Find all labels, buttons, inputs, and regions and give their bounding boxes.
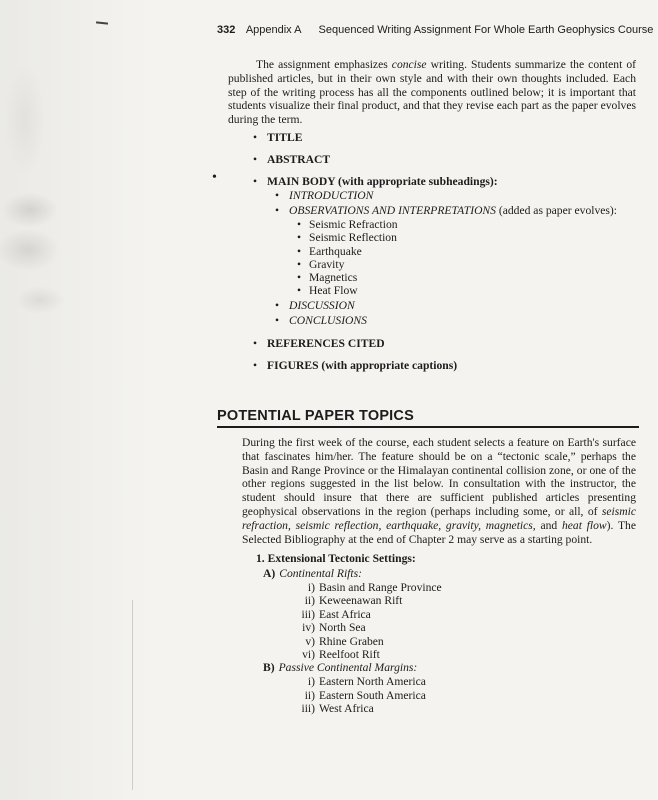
region-name: East Africa bbox=[319, 607, 371, 621]
category-items bbox=[263, 581, 636, 661]
region-number: i) bbox=[307, 581, 315, 594]
topic-region bbox=[293, 675, 636, 688]
observation-item: • Magnetics bbox=[297, 271, 643, 284]
outline-item-references bbox=[253, 337, 643, 350]
region-number: ii) bbox=[304, 594, 315, 608]
section-label: INTRODUCTION bbox=[289, 189, 374, 202]
outline-item-figures bbox=[253, 359, 643, 372]
topics-paragraph bbox=[242, 436, 636, 546]
region-number: ii) bbox=[304, 688, 315, 702]
outline-label: TITLE bbox=[267, 131, 303, 144]
section-observations bbox=[275, 203, 643, 298]
outline-label: ABSTRACT bbox=[267, 153, 331, 166]
observation-item: • Gravity bbox=[297, 258, 643, 271]
topic-region bbox=[293, 608, 636, 621]
scan-shadow bbox=[0, 0, 150, 800]
section-label: CONCLUSIONS bbox=[289, 313, 367, 327]
topic-region bbox=[293, 581, 636, 594]
outline-label: MAIN BODY (with appropriate subheadings): bbox=[267, 175, 498, 188]
region-name: Eastern South America bbox=[319, 688, 426, 702]
outline-item-main-body bbox=[253, 175, 643, 328]
intro-emphasis: concise bbox=[391, 58, 427, 71]
observation-item: • Seismic Refraction bbox=[297, 218, 643, 231]
region-number: iv) bbox=[302, 621, 315, 635]
outline-item-title bbox=[253, 131, 643, 144]
topics-emphasis-2: heat flow bbox=[561, 518, 607, 532]
category-title: Passive Continental Margins: bbox=[278, 661, 418, 675]
region-name: Keweenawan Rift bbox=[319, 594, 403, 608]
main-body-sections bbox=[267, 188, 643, 328]
observation-list bbox=[289, 218, 643, 298]
topic-region bbox=[293, 648, 636, 661]
region-number: vi) bbox=[302, 648, 315, 662]
category-title: Continental Rifts: bbox=[279, 567, 362, 580]
section-label: OBSERVATIONS AND INTERPRETATIONS bbox=[289, 204, 496, 217]
category-label: A) bbox=[263, 567, 276, 580]
region-name: North Sea bbox=[319, 621, 366, 635]
region-name: Eastern North America bbox=[319, 675, 426, 689]
page-number: 332 bbox=[217, 24, 236, 36]
category-items bbox=[263, 675, 636, 715]
topics-text-a: During the first week of the course, each student selects a feature on Earth's surface that fascinates him/her. The feature should be on a “tectonic scale,” perhaps the Basin and Range Province or the Himalayan continental collision zone, or one of the other regions suggested in the list below. In consultation with the instructor, the student should insure that there are sufficient published articles presenting geophysical observations in the region (perhaps including some, or all, of bbox=[242, 436, 636, 518]
intro-paragraph bbox=[228, 58, 636, 127]
section-label: DISCUSSION bbox=[289, 298, 355, 312]
intro-text-1: The assignment emphasizes bbox=[256, 58, 392, 71]
topic-category bbox=[263, 661, 636, 715]
topics-emphasis-1: seismic refraction, seismic reflection, earthquake, gravity, magnetics, bbox=[242, 504, 636, 532]
topic-list bbox=[256, 552, 636, 716]
observation-item: • Earthquake bbox=[297, 245, 643, 258]
topic-region bbox=[293, 635, 636, 648]
region-name: Basin and Range Province bbox=[319, 581, 442, 594]
observation-item: • Heat Flow bbox=[297, 284, 643, 297]
stray-bullet-mark: • bbox=[212, 170, 217, 185]
region-name: Rhine Graben bbox=[319, 634, 384, 648]
topic-categories bbox=[256, 567, 636, 716]
outline-label: REFERENCES CITED bbox=[267, 336, 385, 350]
observation-item: • Seismic Reflection bbox=[297, 231, 643, 244]
binding-line bbox=[132, 600, 133, 790]
running-title: Sequenced Writing Assignment For Whole Earth Geophysics Course bbox=[318, 24, 654, 36]
topics-text-e: ). The Selected Bibliography at the end of Chapter 2 may serve as a starting point. bbox=[242, 518, 636, 546]
outline-item-abstract bbox=[253, 153, 643, 166]
appendix-label: Appendix A bbox=[245, 24, 302, 36]
topic-region bbox=[293, 702, 636, 715]
section-note: (added as paper evolves): bbox=[495, 204, 618, 217]
topic-region bbox=[293, 621, 636, 634]
section-heading: POTENTIAL PAPER TOPICS bbox=[217, 408, 639, 428]
outline-label: FIGURES (with appropriate captions) bbox=[267, 358, 458, 372]
region-name: Reelfoot Rift bbox=[319, 648, 380, 662]
section-conclusions bbox=[275, 313, 643, 328]
intro-text-2: writing. Students summarize the content of published articles, but in their own style and with their own thoughts included. Each step of the writing process has all the components outlined below; it is important that students visualize their final product, and that they revise each part as the paper evolves during the term. bbox=[228, 58, 637, 127]
topic-group bbox=[256, 552, 636, 716]
region-name: West Africa bbox=[319, 702, 374, 716]
region-number: iii) bbox=[301, 702, 315, 716]
section-introduction bbox=[275, 188, 643, 203]
region-number: iii) bbox=[301, 607, 315, 621]
topic-region bbox=[293, 689, 636, 702]
running-header bbox=[217, 24, 654, 36]
section-discussion bbox=[275, 298, 643, 313]
topic-group-heading: 1. Extensional Tectonic Settings: bbox=[256, 552, 416, 565]
paper-outline bbox=[253, 131, 643, 372]
topic-region bbox=[293, 594, 636, 607]
topic-category bbox=[263, 567, 636, 661]
category-label: B) bbox=[263, 661, 275, 675]
region-number: v) bbox=[305, 634, 315, 648]
topics-text-c: and bbox=[535, 518, 562, 532]
region-number: i) bbox=[307, 675, 315, 689]
